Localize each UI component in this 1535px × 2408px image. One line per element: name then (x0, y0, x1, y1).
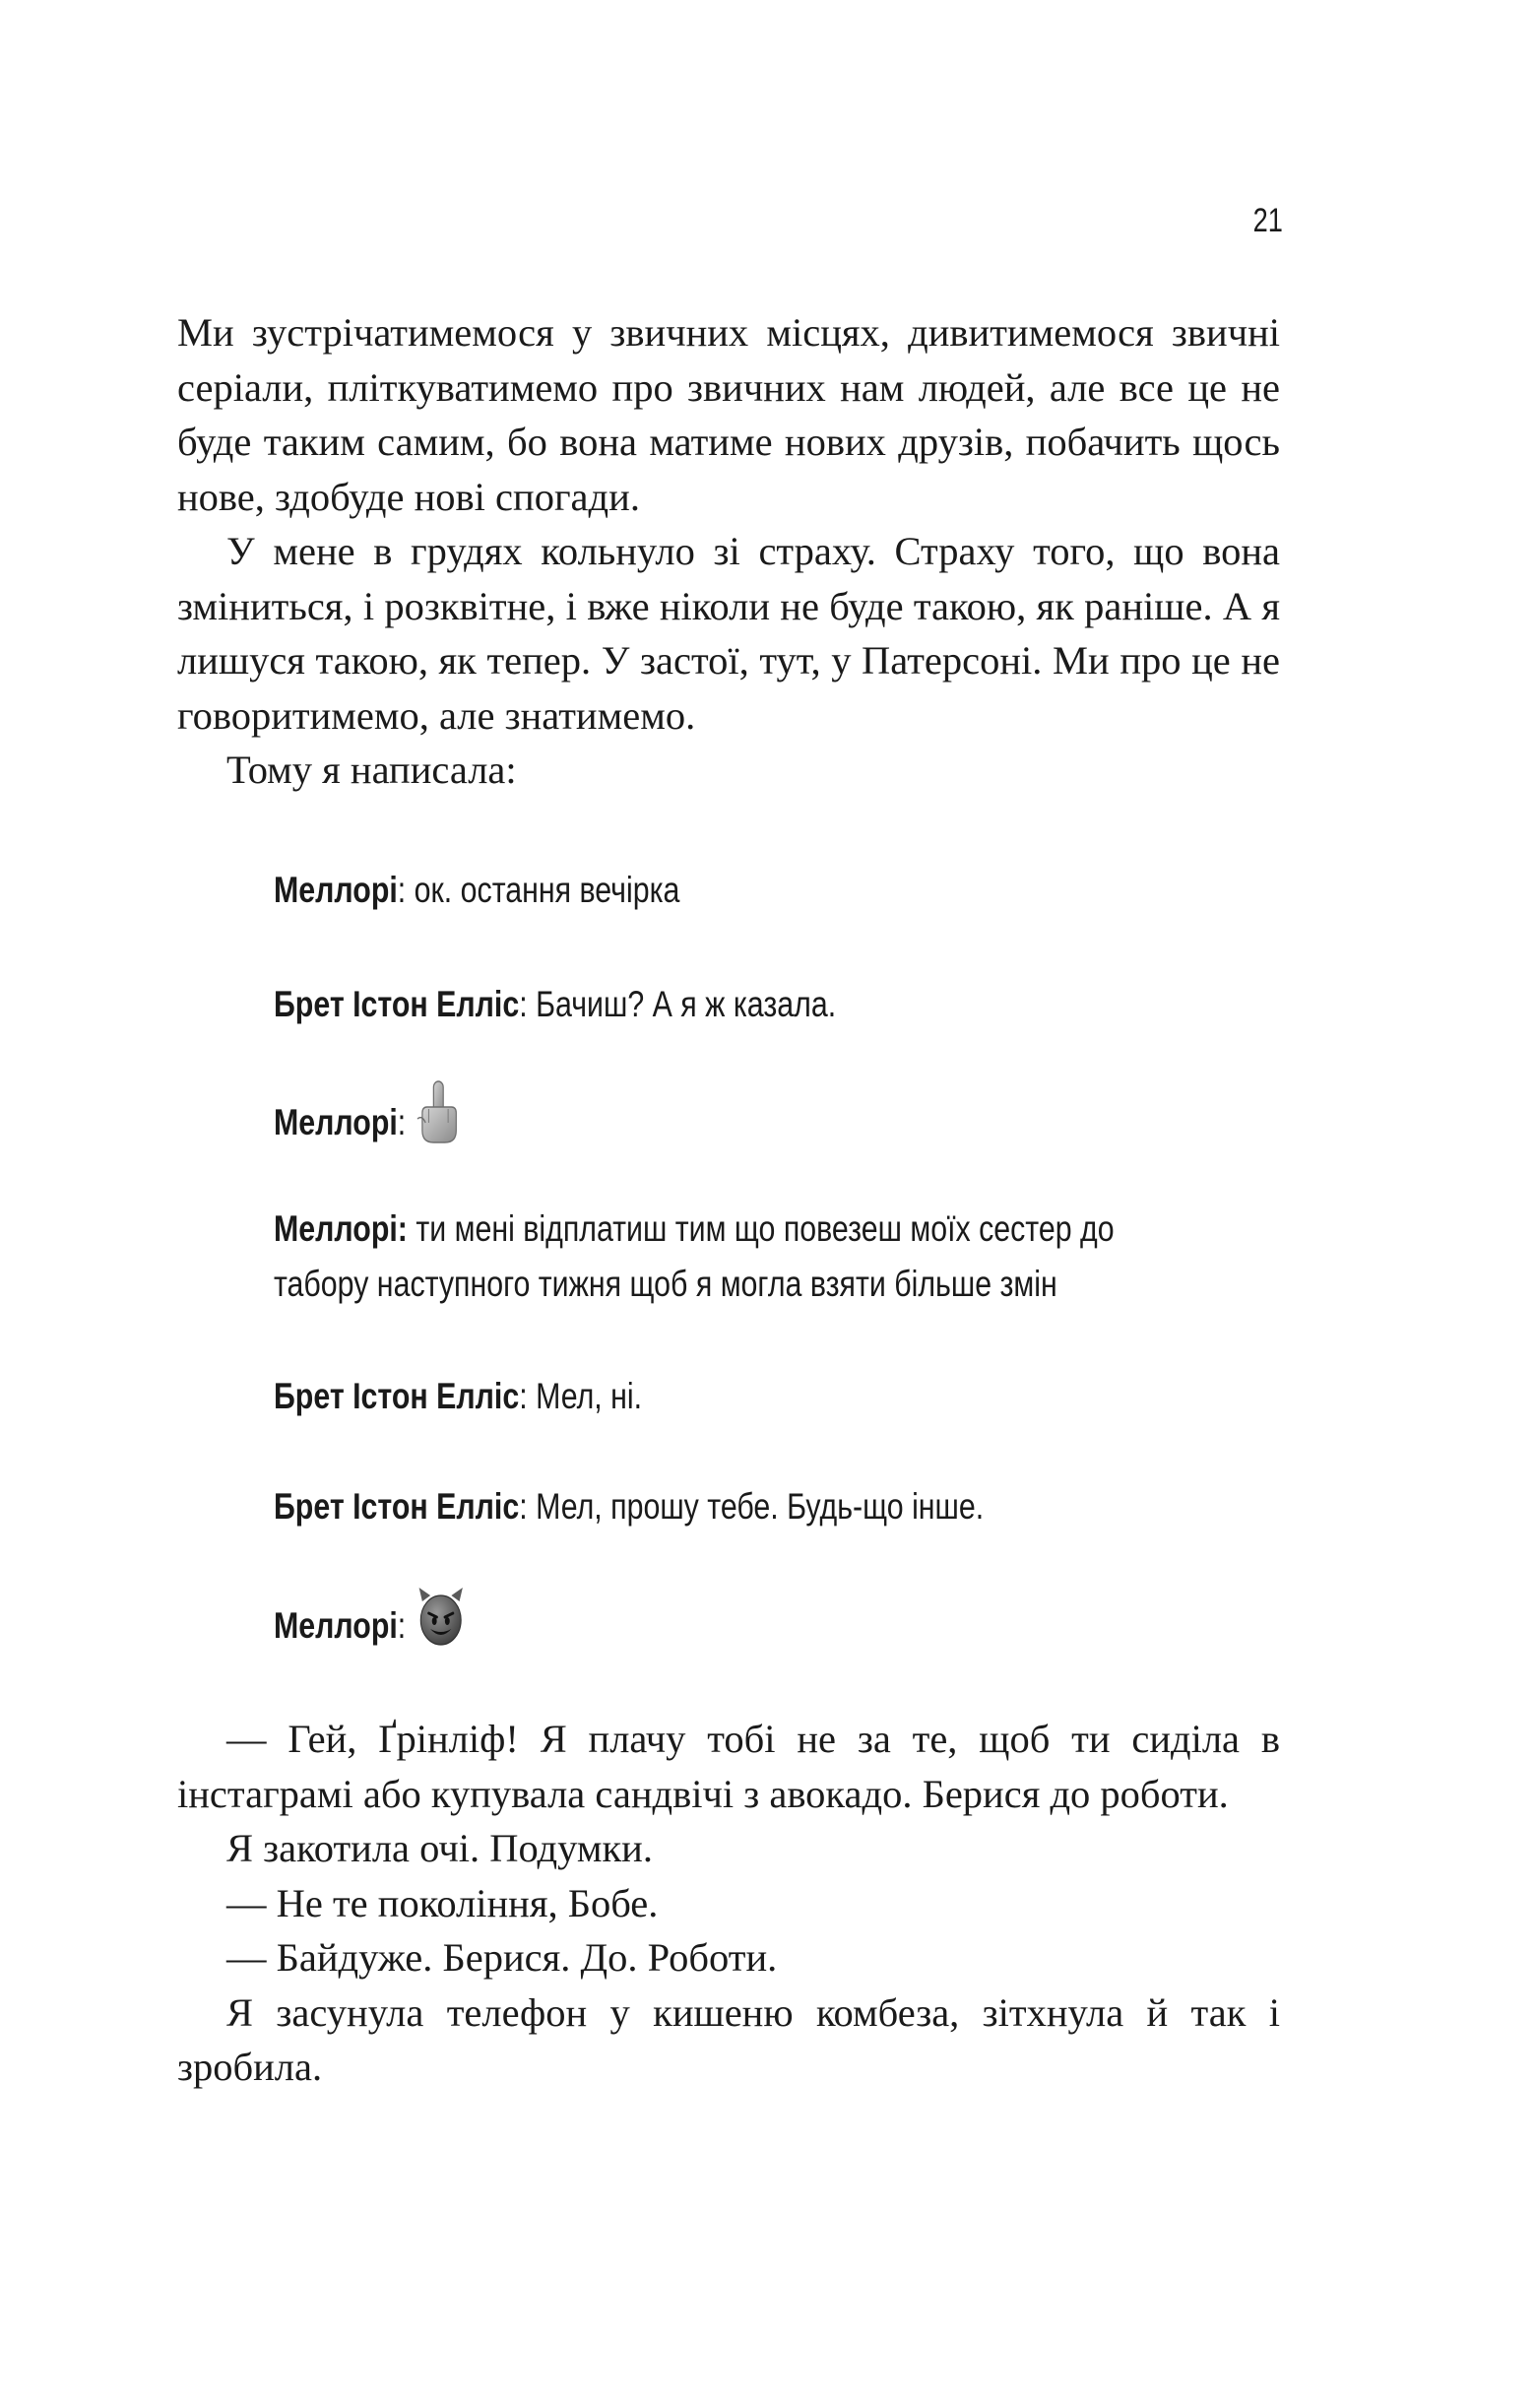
chat-message-continued (274, 1257, 1081, 1312)
chat-text: табору наступного тижня щоб я могла взяти більше змін (274, 1264, 1057, 1304)
outro-text (177, 1712, 1280, 2095)
chat-speaker: Меллорі (274, 1101, 398, 1142)
paragraph: Тому я написала: (226, 748, 517, 792)
chat-message (274, 1479, 1081, 1534)
chat-separator: : (397, 1101, 407, 1142)
chat-separator: : (397, 870, 407, 910)
chat-text: Мел, прошу тебе. Будь-що інше. (527, 1486, 985, 1527)
chat-message (274, 1588, 1081, 1668)
chat-speaker: Меллорі (274, 1604, 398, 1646)
chat-separator: : (397, 1604, 407, 1646)
chat-text: Мел, ні. (527, 1376, 643, 1416)
paragraph: — Байдуже. Берися. До. Роботи. (226, 1935, 778, 1980)
paragraph: Ми зустрічатимемося у звичних місцях, дивитимемося звичні серіали, пліткуватимемо про звичних нам людей, але все це не буде таким самим, бо вона матиме нових друзів, побачить щось нове, здобуде нові спогади. (177, 310, 1280, 519)
chat-message (274, 863, 1081, 918)
page-number: 21 (1252, 202, 1283, 239)
chat-speaker: Брет Істон Елліс (274, 1376, 520, 1416)
chat-speaker: Брет Істон Елліс (274, 1486, 520, 1527)
chat-message (274, 1083, 1081, 1166)
chat-text: ок. остання вечірка (406, 870, 680, 910)
smiling-devil-icon (415, 1584, 468, 1664)
chat-message (274, 1369, 1081, 1424)
paragraph: — Не те покоління, Бобе. (226, 1880, 659, 1925)
chat-message (274, 1202, 1115, 1257)
paragraph: — Гей, Ґрінліф! Я плачу тобі не за те, щоб ти сиділа в інстаграмі або купувала сандвічі з авокадо. Берися до роботи. (177, 1717, 1280, 1816)
paragraph: У мене в грудях кольнуло зі страху. Страху того, що вона зміниться, і розквітне, і вже ніколи не буде такою, як раніше. А я лишуся такою, як тепер. У застої, тут, у Патерсоні. Ми про це не говоритимемо, але знатимемо. (177, 529, 1280, 738)
paragraph: Я засунула телефон у кишеню комбеза, зітхнула й так і зробила. (177, 1989, 1280, 2089)
chat-text: Бачиш? А я ж казала. (527, 984, 837, 1024)
paragraph: Я закотила очі. Подумки. (226, 1826, 653, 1870)
chat-separator: : (519, 1376, 528, 1416)
chat-speaker: Меллорі: (274, 1208, 408, 1249)
chat-speaker: Меллорі (274, 870, 398, 910)
chat-separator: : (519, 984, 528, 1024)
chat-speaker: Брет Істон Елліс (274, 984, 520, 1024)
chat-separator: : (519, 1486, 528, 1527)
chat-message (274, 977, 1081, 1032)
chat-text: ти мені відплатиш тим що повезеш моїх сестер до (407, 1208, 1115, 1249)
middle-finger-icon (415, 1079, 465, 1162)
intro-text (177, 305, 1280, 798)
